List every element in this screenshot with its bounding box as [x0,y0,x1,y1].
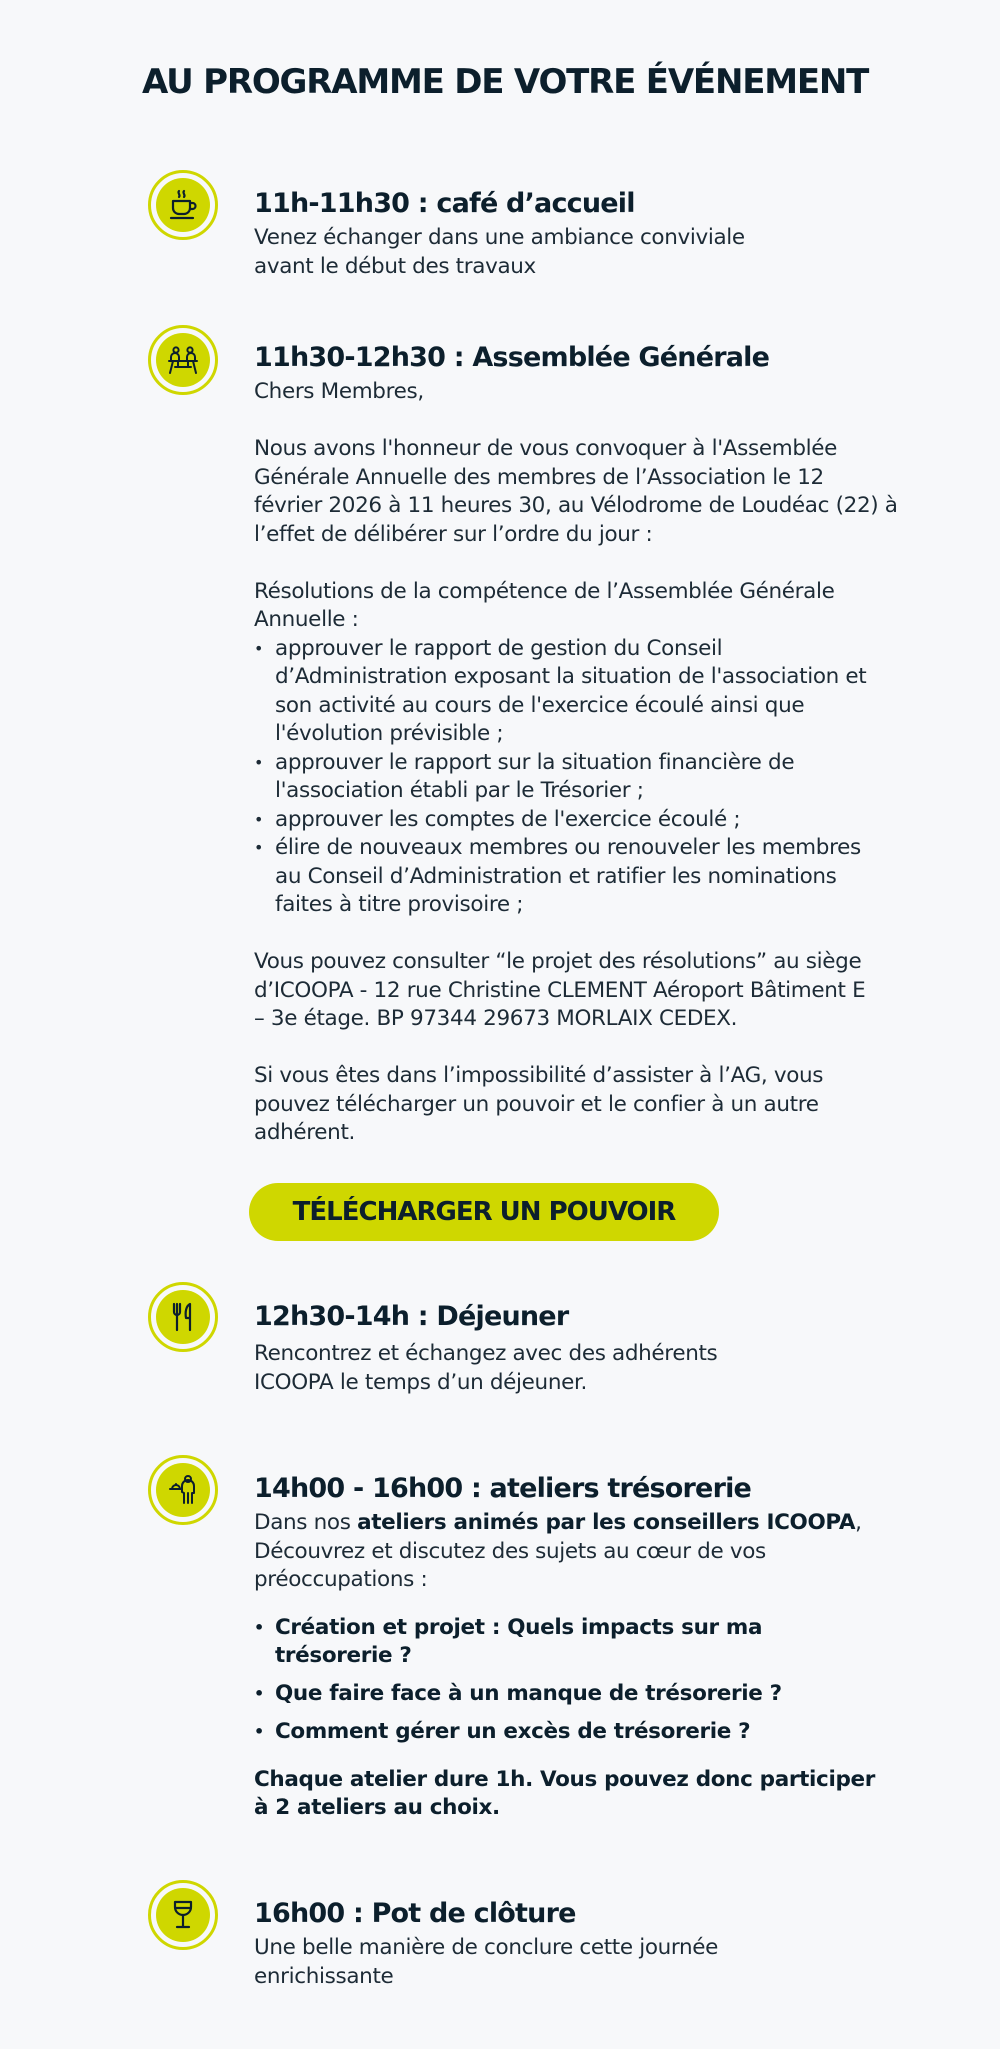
section-title: 11h30-12h30 : Assemblée Générale [254,342,770,373]
waiter-serving-icon [148,1455,218,1525]
list-item-line: d’Administration exposant la situation de l'association et [275,664,867,689]
section-closing [254,1896,914,1991]
paragraph-line: l’effet de délibérer sur l’ordre du jour : [254,521,653,547]
paragraph-line: adhérent. [254,1120,356,1145]
list-item [254,1614,914,1671]
list-item [254,806,914,835]
paragraph-line: Vous pouvez consulter “le projet des résolutions” au siège [254,949,862,974]
list-item-line: • élire de nouveaux membres ou renouveler les membres [275,835,861,860]
section-assembly [254,340,914,1148]
description-line: ICOOPA le temps d’un déjeuner. [254,1369,587,1395]
proxy-paragraph [254,1062,914,1148]
intro-line: Découvrez et discutez des sujets au cœur de vos [254,1538,766,1564]
description-line: Venez échanger dans une ambiance conviviale [254,225,745,250]
section-workshops [254,1471,914,1823]
list-item-line: l'évolution prévisible ; [275,721,504,746]
section-description [254,1509,914,1823]
note-line: à 2 ateliers au choix. [254,1795,500,1820]
meeting-table-icon [148,325,218,395]
section-title: 16h00 : Pot de clôture [254,1898,576,1929]
section-description [254,1340,914,1397]
fork-knife-icon [148,1282,218,1352]
paragraph-line: Résolutions de la compétence de l’Assemblée Générale [254,578,835,604]
description-line: enrichissante [254,1963,394,1989]
description-line: Une belle manière de conclure cette journée [254,1935,719,1960]
coffee-cup-icon [148,170,218,240]
intro-suffix: , [855,1510,862,1535]
list-item [254,1718,914,1747]
list-item-line: • Que faire face à un manque de trésorerie ? [275,1681,782,1706]
paragraph-line: – 3e étage. BP 97344 29673 MORLAIX CEDEX. [254,1006,738,1031]
section-title: 11h-11h30 : café d’accueil [254,188,635,219]
intro-line [254,1509,914,1538]
paragraph-line: février 2026 à 11 heures 30, au Vélodrome de Loudéac (22) à [254,493,898,518]
note-line: Chaque atelier dure 1h. Vous pouvez donc participer [254,1766,875,1792]
intro-prefix: Dans nos [254,1510,358,1535]
section-description [254,224,914,281]
list-item-line: trésorerie ? [275,1643,412,1668]
section-lunch [254,1299,914,1397]
section-description [254,378,914,1148]
paragraph-line: Nous avons l'honneur de vous convoquer à l'Assemblée [254,436,838,461]
description-line: avant le début des travaux [254,253,536,279]
list-item-line: • Comment gérer un excès de trésorerie ? [275,1719,751,1744]
list-item [254,635,914,749]
list-item-line: au Conseil d’Administration et ratifier les nominations [275,863,837,889]
list-item [254,1680,914,1709]
section-title: 14h00 - 16h00 : ateliers trésorerie [254,1473,752,1504]
consult-paragraph [254,948,914,1034]
list-item-line: • approuver les comptes de l'exercice écoulé ; [275,806,741,832]
paragraph-line: Annuelle : [254,607,359,632]
resolutions-heading [254,578,914,635]
page-title: AU PROGRAMME DE VOTRE ÉVÉNEMENT [142,62,869,102]
list-item-line: • Création et projet : Quels impacts sur ma [275,1614,763,1640]
intro-line: préoccupations : [254,1567,428,1592]
paragraph-line: Si vous êtes dans l’impossibilité d’assister à l’AG, vous [254,1063,824,1088]
intro-paragraph [254,435,914,549]
workshop-note [254,1766,914,1823]
download-proxy-button[interactable]: TÉLÉCHARGER UN POUVOIR [249,1183,719,1241]
list-item-line: son activité au cours de l'exercice écoulé ainsi que [275,692,805,718]
wine-glass-icon [148,1880,218,1950]
greeting: Chers Membres, [254,379,424,404]
list-item [254,749,914,806]
list-item-line: • approuver le rapport de gestion du Conseil [275,635,723,661]
section-description [254,1934,914,1991]
section-coffee [254,186,914,281]
list-item-line: • approuver le rapport sur la situation financière de [275,749,795,775]
paragraph-line: Générale Annuelle des membres de l’Association le 12 [254,464,824,490]
workshop-topics-list [254,1614,914,1747]
section-title: 12h30-14h : Déjeuner [254,1301,569,1332]
paragraph-line: pouvez télécharger un pouvoir et le confier à un autre [254,1091,819,1117]
intro-bold: ateliers animés par les conseillers ICOOPA [357,1510,856,1535]
paragraph-line: d’ICOOPA - 12 rue Christine CLEMENT Aéroport Bâtiment E [254,977,866,1003]
description-line: Rencontrez et échangez avec des adhérents [254,1341,718,1366]
resolutions-list [254,635,914,920]
list-item-line: l'association établi par le Trésorier ; [275,778,644,803]
list-item [254,834,914,920]
list-item-line: faites à titre provisoire ; [275,892,524,917]
